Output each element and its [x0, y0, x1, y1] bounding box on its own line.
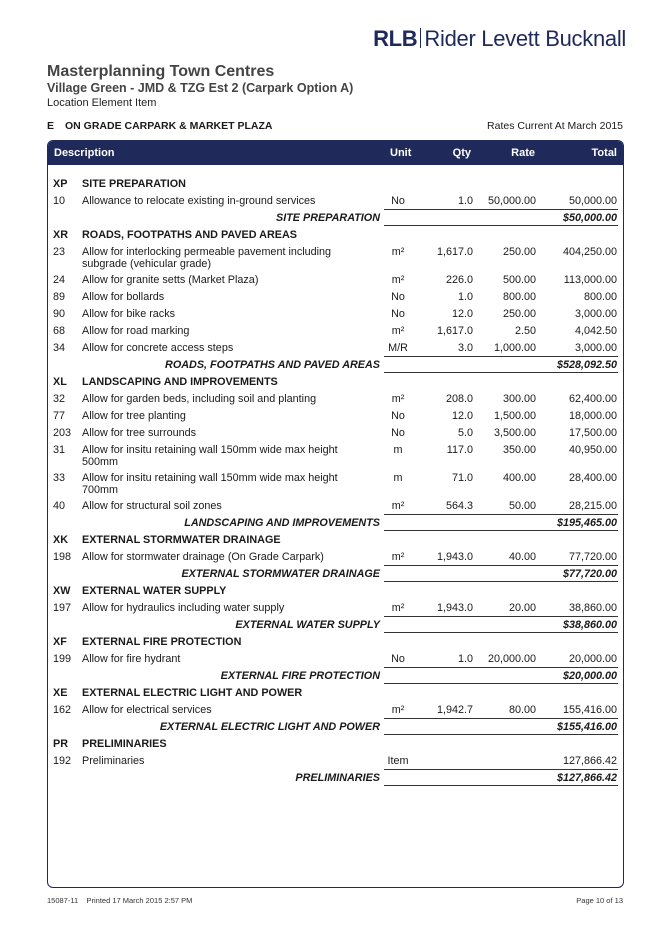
item-unit: m²	[391, 274, 405, 286]
item-code: 40	[53, 500, 66, 512]
item-rate: 20.00	[508, 602, 536, 614]
item-description: Allow for stormwater drainage (On Grade Carpark)	[82, 551, 324, 563]
item-qty: 1,943.0	[436, 551, 473, 563]
item-total: 50,000.00	[568, 195, 617, 207]
item-code: 203	[53, 427, 72, 439]
subtotal-rule-bottom	[384, 785, 618, 786]
item-unit: No	[391, 410, 405, 422]
group-code: XW	[53, 585, 71, 597]
item-total: 404,250.00	[562, 246, 617, 258]
subtotal-rule-bottom	[384, 530, 618, 531]
subtotal-rule-top	[384, 514, 618, 515]
item-description: Allow for interlocking permeable pavement including subgrade (vehicular grade)	[82, 246, 332, 270]
item-unit: No	[391, 291, 405, 303]
subtotal-label: EXTERNAL ELECTRIC LIGHT AND POWER	[159, 721, 380, 733]
estimate-table	[47, 140, 624, 888]
section-name: ON GRADE CARPARK & MARKET PLAZA	[65, 120, 273, 132]
item-unit: m²	[391, 500, 405, 512]
location-line: Location Element Item	[47, 97, 157, 109]
item-unit: m	[393, 444, 403, 456]
item-code: 198	[53, 551, 72, 563]
item-code: 32	[53, 393, 66, 405]
item-qty: 1.0	[457, 195, 473, 207]
item-code: 90	[53, 308, 66, 320]
item-qty: 226.0	[445, 274, 473, 286]
item-qty: 71.0	[451, 472, 473, 484]
footer-printed: Printed 17 March 2015 2:57 PM	[86, 896, 193, 905]
item-description: Allow for tree surrounds	[82, 427, 197, 439]
footer-left	[47, 896, 192, 905]
item-rate: 50,000.00	[487, 195, 536, 207]
item-code: 197	[53, 602, 72, 614]
group-name: PRELIMINARIES	[82, 738, 167, 750]
group-name: EXTERNAL ELECTRIC LIGHT AND POWER	[82, 687, 303, 699]
item-description: Allow for insitu retaining wall 150mm wide max height 500mm	[82, 444, 338, 468]
item-code: 10	[53, 195, 66, 207]
subtotal-rule-top	[384, 356, 618, 357]
item-rate: 800.00	[502, 291, 536, 303]
item-rate: 350.00	[502, 444, 536, 456]
section-code: E	[47, 120, 55, 132]
item-rate: 250.00	[502, 246, 536, 258]
item-total: 18,000.00	[568, 410, 617, 422]
col-unit: Unit	[390, 147, 412, 159]
item-unit: No	[391, 195, 405, 207]
item-total: 77,720.00	[568, 551, 617, 563]
item-total: 28,400.00	[568, 472, 617, 484]
subtotal-amount: $20,000.00	[562, 670, 617, 682]
item-rate: 250.00	[502, 308, 536, 320]
item-qty: 5.0	[457, 427, 473, 439]
subtotal-rule-bottom	[384, 581, 618, 582]
item-total: 38,860.00	[568, 602, 617, 614]
subtotal-rule-bottom	[384, 632, 618, 633]
item-rate: 2.50	[514, 325, 536, 337]
subtotal-rule-top	[384, 565, 618, 566]
item-total: 20,000.00	[568, 653, 617, 665]
table-header	[48, 141, 623, 165]
subtotal-label: LANDSCAPING AND IMPROVEMENTS	[184, 517, 380, 529]
item-rate: 300.00	[502, 393, 536, 405]
item-rate: 50.00	[508, 500, 536, 512]
item-qty: 12.0	[451, 410, 473, 422]
item-qty: 1.0	[457, 291, 473, 303]
logo-name: Rider Levett Bucknall	[424, 26, 626, 51]
item-qty: 208.0	[445, 393, 473, 405]
item-qty: 12.0	[451, 308, 473, 320]
item-code: 199	[53, 653, 72, 665]
item-qty: 3.0	[457, 342, 473, 354]
item-unit: m²	[391, 246, 405, 258]
item-description: Allow for structural soil zones	[82, 500, 222, 512]
item-rate: 40.00	[508, 551, 536, 563]
item-description: Allowance to relocate existing in-ground services	[82, 195, 316, 207]
group-code: XP	[53, 178, 68, 190]
subtotal-amount: $528,092.50	[556, 359, 617, 371]
col-total: Total	[591, 147, 617, 159]
item-unit: M/R	[388, 342, 408, 354]
item-total: 127,866.42	[562, 755, 617, 767]
item-total: 28,215.00	[568, 500, 617, 512]
group-code: XK	[53, 534, 68, 546]
item-description: Preliminaries	[82, 755, 145, 767]
item-rate: 1,000.00	[493, 342, 536, 354]
item-code: 31	[53, 444, 66, 456]
group-name: LANDSCAPING AND IMPROVEMENTS	[82, 376, 278, 388]
group-name: EXTERNAL STORMWATER DRAINAGE	[82, 534, 281, 546]
group-code: XL	[53, 376, 67, 388]
item-total: 155,416.00	[562, 704, 617, 716]
item-description: Allow for tree planting	[82, 410, 186, 422]
item-qty: 117.0	[446, 444, 473, 456]
item-total: 62,400.00	[568, 393, 617, 405]
group-name: SITE PREPARATION	[82, 178, 186, 190]
subtotal-label: PRELIMINARIES	[295, 772, 380, 784]
item-total: 113,000.00	[563, 274, 617, 286]
item-unit: No	[391, 653, 405, 665]
item-qty: 564.3	[445, 500, 473, 512]
col-description: Description	[54, 147, 115, 159]
company-logo	[373, 26, 626, 52]
item-code: 192	[53, 755, 72, 767]
item-total: 17,500.00	[568, 427, 617, 439]
item-description: Allow for fire hydrant	[82, 653, 181, 665]
item-qty: 1,943.0	[436, 602, 473, 614]
footer-page: Page 10 of 13	[576, 896, 623, 905]
subtotal-amount: $155,416.00	[556, 721, 617, 733]
item-rate: 1,500.00	[493, 410, 536, 422]
item-description: Allow for concrete access steps	[82, 342, 234, 354]
footer-ref: 15087-11	[47, 896, 79, 905]
subtotal-amount: $50,000.00	[562, 212, 617, 224]
subtotal-label: EXTERNAL WATER SUPPLY	[235, 619, 380, 631]
item-unit: m²	[391, 551, 405, 563]
subtotal-rule-top	[384, 616, 618, 617]
item-unit: m²	[391, 325, 405, 337]
item-qty: 1,617.0	[436, 325, 473, 337]
page-subtitle: Village Green - JMD & TZG Est 2 (Carpark Option A)	[47, 81, 354, 95]
item-total: 40,950.00	[568, 444, 617, 456]
logo-divider	[420, 28, 421, 48]
item-unit: m²	[391, 704, 405, 716]
col-qty: Qty	[452, 147, 471, 159]
item-unit: No	[391, 308, 405, 320]
subtotal-rule-bottom	[384, 225, 618, 226]
subtotal-rule-top	[384, 209, 618, 210]
subtotal-amount: $38,860.00	[562, 619, 617, 631]
group-name: EXTERNAL WATER SUPPLY	[82, 585, 227, 597]
item-code: 89	[53, 291, 66, 303]
subtotal-label: ROADS, FOOTPATHS AND PAVED AREAS	[165, 359, 380, 371]
item-description: Allow for garden beds, including soil and planting	[82, 393, 317, 405]
page-title: Masterplanning Town Centres	[47, 63, 275, 80]
item-unit: m	[393, 472, 403, 484]
item-total: 3,000.00	[574, 342, 617, 354]
subtotal-rule-bottom	[384, 372, 618, 373]
item-total: 800.00	[583, 291, 617, 303]
group-code: XF	[53, 636, 67, 648]
item-description: Allow for granite setts (Market Plaza)	[82, 274, 259, 286]
subtotal-rule-bottom	[384, 734, 618, 735]
item-total: 4,042.50	[574, 325, 617, 337]
item-unit: m²	[391, 393, 405, 405]
item-description: Allow for insitu retaining wall 150mm wide max height 700mm	[82, 472, 338, 496]
item-rate: 400.00	[502, 472, 536, 484]
logo-abbr: RLB	[373, 26, 418, 51]
subtotal-label: EXTERNAL STORMWATER DRAINAGE	[181, 568, 380, 580]
subtotal-amount: $195,465.00	[556, 517, 617, 529]
item-qty: 1,617.0	[436, 246, 473, 258]
item-code: 162	[53, 704, 72, 716]
item-unit: Item	[387, 755, 409, 767]
item-code: 68	[53, 325, 66, 337]
subtotal-rule-top	[384, 718, 618, 719]
group-name: EXTERNAL FIRE PROTECTION	[82, 636, 242, 648]
item-description: Allow for electrical services	[82, 704, 212, 716]
subtotal-rule-top	[384, 667, 618, 668]
subtotal-amount: $77,720.00	[562, 568, 617, 580]
item-rate: 3,500.00	[493, 427, 536, 439]
group-name: ROADS, FOOTPATHS AND PAVED AREAS	[82, 229, 297, 241]
item-description: Allow for bike racks	[82, 308, 176, 320]
section-heading	[47, 120, 272, 132]
item-code: 33	[53, 472, 66, 484]
subtotal-rule-top	[384, 769, 618, 770]
item-code: 34	[53, 342, 66, 354]
col-rate: Rate	[511, 147, 535, 159]
item-rate: 20,000.00	[487, 653, 536, 665]
group-code: XR	[53, 229, 68, 241]
item-description: Allow for hydraulics including water supply	[82, 602, 285, 614]
subtotal-amount: $127,866.42	[556, 772, 617, 784]
item-qty: 1.0	[457, 653, 473, 665]
group-code: PR	[53, 738, 68, 750]
item-code: 23	[53, 246, 66, 258]
subtotal-label: SITE PREPARATION	[276, 212, 380, 224]
item-total: 3,000.00	[574, 308, 617, 320]
item-code: 24	[53, 274, 66, 286]
item-unit: No	[391, 427, 405, 439]
subtotal-label: EXTERNAL FIRE PROTECTION	[220, 670, 380, 682]
group-code: XE	[53, 687, 68, 699]
subtotal-rule-bottom	[384, 683, 618, 684]
item-qty: 1,942.7	[436, 704, 473, 716]
item-description: Allow for bollards	[82, 291, 165, 303]
item-rate: 80.00	[508, 704, 536, 716]
item-rate: 500.00	[502, 274, 536, 286]
item-code: 77	[53, 410, 66, 422]
item-unit: m²	[391, 602, 405, 614]
item-description: Allow for road marking	[82, 325, 190, 337]
rates-note: Rates Current At March 2015	[487, 120, 623, 132]
